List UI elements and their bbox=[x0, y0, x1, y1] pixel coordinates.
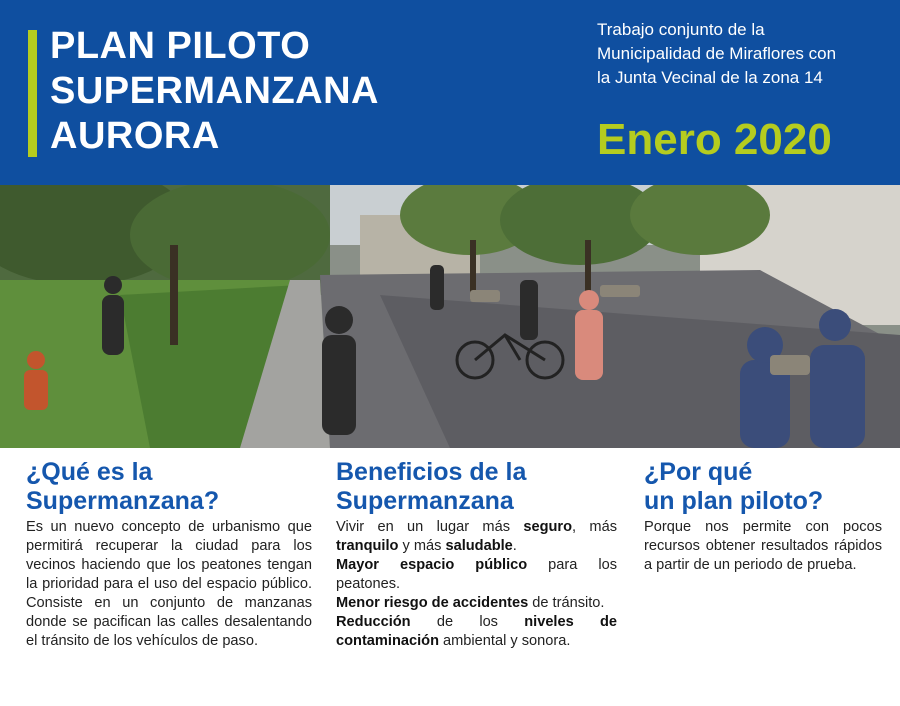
text: y más bbox=[398, 538, 446, 554]
benefit-4 bbox=[336, 613, 617, 651]
title-line-3: AURORA bbox=[50, 115, 220, 157]
street-scene-illustration bbox=[0, 185, 900, 448]
heading-line: un plan piloto? bbox=[644, 487, 824, 515]
street-rendering-photo bbox=[0, 185, 900, 448]
benefit-3 bbox=[336, 594, 617, 613]
heading-line: Supermanzana bbox=[336, 487, 514, 515]
section-benefits-body bbox=[336, 518, 617, 651]
section-why-pilot-body: Porque nos permite con pocos recursos obtener resultados rápidos a partir de un periodo de prueba. bbox=[644, 519, 882, 573]
bold-text: niveles de contaminación bbox=[336, 614, 617, 649]
header-banner bbox=[0, 0, 900, 185]
benefit-2 bbox=[336, 556, 617, 594]
text: de tránsito. bbox=[528, 595, 605, 611]
bold-text: Mayor espacio público bbox=[336, 557, 528, 573]
text: ambiental y sonora. bbox=[438, 633, 571, 649]
text: de los bbox=[410, 614, 525, 630]
section-benefits bbox=[336, 458, 617, 651]
section-why-pilot bbox=[644, 458, 882, 575]
benefit-1 bbox=[336, 518, 617, 556]
bold-text: saludable bbox=[445, 538, 513, 554]
bold-text: Menor riesgo de accidentes bbox=[336, 595, 529, 611]
heading-line: ¿Por qué bbox=[644, 458, 753, 486]
bold-text: seguro bbox=[523, 519, 573, 535]
heading-line: Supermanzana? bbox=[26, 487, 220, 515]
section-why-pilot-heading bbox=[644, 458, 882, 516]
bold-text: Reducción bbox=[336, 614, 411, 630]
title-line-1: PLAN PILOTO bbox=[50, 25, 311, 67]
title-line-2: SUPERMANZANA bbox=[50, 70, 379, 112]
accent-bar bbox=[28, 30, 37, 157]
heading-line: Beneficios de la bbox=[336, 458, 527, 486]
section-what-is-body: Es un nuevo concepto de urbanismo que permitirá recuperar la ciudad para los vecinos haciendo que los peatones tengan la prioridad para el uso del espacio público. Consiste en un conjunto de manzanas donde se pacifican las calles desalentando el tránsito de los vehículos de paso. bbox=[26, 519, 312, 649]
section-what-is-heading bbox=[26, 458, 312, 516]
date: Enero 2020 bbox=[597, 115, 832, 164]
subtitle bbox=[597, 18, 897, 90]
section-what-is bbox=[26, 458, 312, 651]
section-benefits-heading bbox=[336, 458, 617, 516]
subtitle-line-1: Trabajo conjunto de la bbox=[597, 20, 765, 39]
heading-line: ¿Qué es la bbox=[26, 458, 153, 486]
subtitle-line-2: Municipalidad de Miraflores con bbox=[597, 44, 837, 63]
bold-text: tranquilo bbox=[336, 538, 399, 554]
text: . bbox=[512, 538, 517, 554]
text: , más bbox=[572, 519, 617, 535]
text: para los peatones. bbox=[336, 557, 617, 592]
subtitle-line-3: la Junta Vecinal de la zona 14 bbox=[597, 68, 823, 87]
text: Vivir en un lugar más bbox=[336, 519, 524, 535]
